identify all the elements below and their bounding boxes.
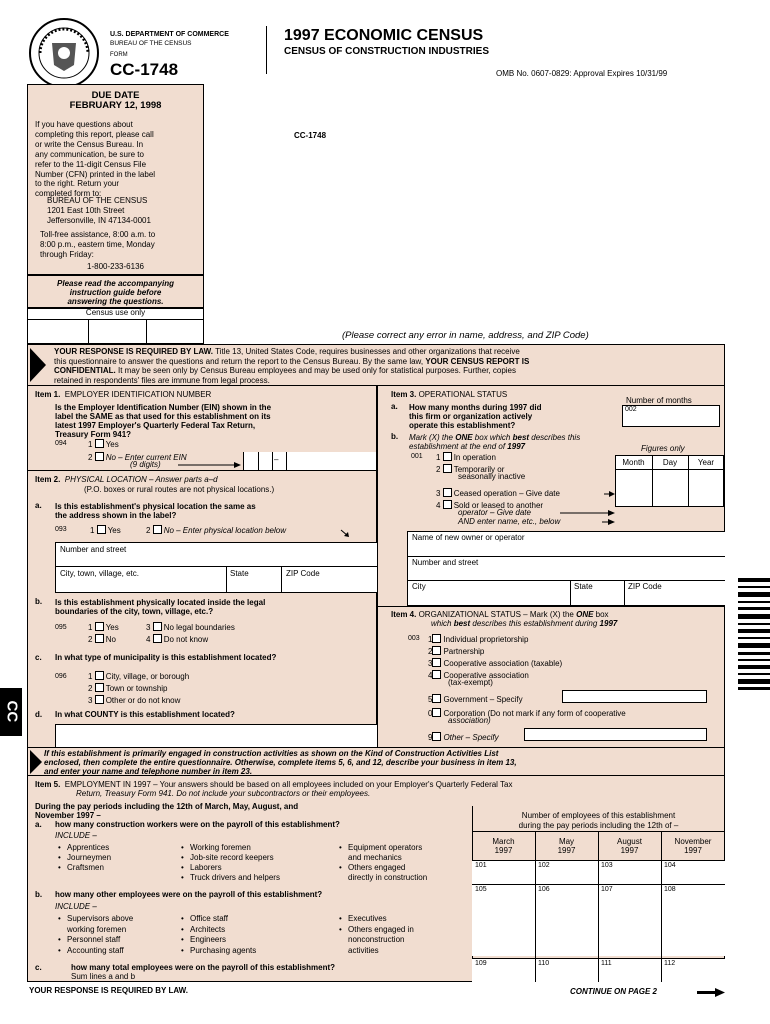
item5a-letter: a. — [35, 820, 42, 829]
col-divider-1 — [535, 831, 536, 982]
item2b-letter: b. — [35, 597, 43, 606]
item2c-letter: c. — [35, 653, 42, 662]
item4-heading: Item 4. ORGANIZATIONAL STATUS – Mark (X) the ONE box which best describes this establishment during 1997 — [391, 610, 618, 628]
item2c-city-checkbox[interactable] — [95, 671, 104, 680]
other-specify-input[interactable] — [524, 728, 707, 741]
col-divider-2 — [598, 831, 599, 982]
item2a-yes-checkbox[interactable] — [97, 525, 106, 534]
item2a-no-checkbox[interactable] — [153, 525, 162, 534]
item2b-no-checkbox[interactable] — [95, 634, 104, 643]
item3b-sold-cont2: AND enter name, etc., below — [458, 517, 561, 526]
item2a-no[interactable]: 2 No – Enter physical location below — [146, 526, 286, 535]
item1-no[interactable]: 2 No – Enter current EIN — [88, 453, 187, 462]
col-may: May 1997 — [557, 837, 576, 855]
cell-112: 112 — [664, 960, 676, 967]
org-coop-exempt-cont: (tax-exempt) — [448, 678, 493, 687]
down-arrow-icon — [340, 528, 350, 538]
ceased-checkbox[interactable] — [443, 488, 452, 497]
item1-ein-note: (9 digits) — [130, 460, 161, 469]
col-november: November 1997 — [674, 837, 712, 855]
item2b-question: Is this establishment physically located inside the legal boundaries of the city, town, village, etc.? — [55, 598, 266, 616]
sold-checkbox[interactable] — [443, 500, 452, 509]
cell-107: 107 — [601, 886, 613, 893]
barcode-icon — [738, 578, 770, 690]
form-label: FORM — [110, 52, 128, 58]
org-corporation-cont: association) — [448, 716, 491, 725]
item2a-letter: a. — [35, 501, 42, 510]
cell-108: 108 — [664, 886, 676, 893]
ein-arrow-icon — [178, 461, 242, 469]
item2b-dont-know[interactable]: 4 Do not know — [146, 635, 209, 644]
item3b-in-operation[interactable]: 1 In operation — [436, 453, 496, 462]
item5-heading: Item 5. EMPLOYMENT IN 1997 – Your answers should be based on all employees included on your Employer's Quarterly Federal Tax Return, Treasury Form 941. Do not include your subcontractors or their employees. — [35, 780, 513, 798]
org-partnership[interactable]: 2 Partnership — [428, 647, 485, 656]
table-header: Number of employees of this establishment during the pay periods including the 12th of – — [518, 811, 679, 830]
item4-code: 003 — [408, 635, 420, 642]
figures-only-label: Figures only — [641, 444, 685, 453]
item5a-list-3: • Equipment operators and mechanics • Others engaged directly in construction — [339, 843, 427, 883]
item5b-list-2: • Office staff • Architects • Engineers • Purchasing agents — [181, 914, 256, 956]
tollfree-info: Toll-free assistance, 8:00 a.m. to 8:00 p.m., eastern time, Monday through Friday: — [40, 230, 156, 259]
item5c-letter: c. — [35, 963, 42, 972]
sold-arrow-icon — [560, 510, 616, 528]
item5b-include: INCLUDE – — [55, 902, 97, 911]
item3b-question: Mark (X) the ONE box which best describes this establishment at the end of 1997 — [409, 433, 581, 451]
ein-dash: – — [274, 455, 279, 464]
census-use-rule — [27, 319, 204, 320]
item3b-sold-cont: operator – Give date — [458, 508, 531, 517]
header-divider — [266, 26, 267, 74]
form-number: CC-1748 — [110, 60, 179, 79]
item4-rule — [377, 606, 725, 607]
ein-cell-2 — [272, 452, 273, 470]
cell-103: 103 — [601, 862, 613, 869]
bureau-name: BUREAU OF THE CENSUS — [110, 40, 192, 47]
col-divider-3 — [661, 831, 662, 982]
item1-yes-checkbox[interactable] — [95, 439, 104, 448]
new-owner-label: Name of new owner or operator — [412, 533, 525, 542]
item3b-letter: b. — [391, 432, 399, 441]
cell-106: 106 — [538, 886, 550, 893]
ein-cell-3 — [286, 452, 287, 470]
date-grid-rule — [615, 469, 724, 470]
org-government[interactable]: 5 Government – Specify — [428, 695, 523, 704]
census-subtitle: CENSUS OF CONSTRUCTION INDUSTRIES — [284, 46, 490, 57]
months-code: 002 — [625, 406, 637, 413]
org-coop-taxable-checkbox[interactable] — [432, 658, 441, 667]
banner-arrow-icon — [30, 750, 42, 774]
due-date-label: DUE DATE — [91, 90, 140, 101]
item2-state-label: State — [230, 569, 249, 578]
item1-heading: Item 1. EMPLOYER IDENTIFICATION NUMBER — [35, 390, 212, 399]
item5c-question: how many total employees were on the payroll of this establishment? — [71, 963, 336, 972]
org-other-checkbox[interactable] — [432, 732, 441, 741]
item5-lead: During the pay periods including the 12th of March, May, August, and November 1997 – — [35, 802, 299, 820]
col-march: March 1997 — [492, 837, 515, 855]
item2d-letter: d. — [35, 710, 43, 719]
return-address: BUREAU OF THE CENSUS 1201 East 10th Street Jeffersonville, IN 47134-0001 — [47, 196, 151, 225]
item2-note: (P.O. boxes or rural routes are not physical locations.) — [84, 485, 275, 494]
item2a-question: Is this establishment's physical location the same as the address shown in the label? — [55, 502, 256, 520]
item3-city-field[interactable] — [407, 580, 725, 606]
item2c-other-checkbox[interactable] — [95, 695, 104, 704]
org-individual-checkbox[interactable] — [432, 634, 441, 643]
org-coop-exempt[interactable]: 4 Cooperative association — [428, 671, 529, 680]
ceased-arrow-icon — [604, 490, 615, 498]
item3-zip-label: ZIP Code — [628, 582, 662, 591]
sidebar-intro: If you have questions about completing this report, please call or write the Census Bureau. In any communication, be sure to refer to the 11-digit Census File Number (CFN) printed in the label to the right. Return your completed form to: — [35, 120, 156, 199]
year-header: Year — [697, 458, 715, 467]
continue-arrow-icon — [697, 988, 725, 997]
months-header: Number of months — [626, 396, 692, 405]
item2b-code: 095 — [55, 624, 67, 631]
dept-name: U.S. DEPARTMENT OF COMMERCE — [110, 31, 229, 38]
item3a-question: How many months during 1997 did this firm or organization actively operate this establishment? — [409, 403, 542, 430]
item2c-question: In what type of municipality is this establishment located? — [55, 653, 277, 662]
item2b-no-boundaries-checkbox[interactable] — [153, 622, 162, 631]
side-tab-label: CC — [3, 700, 21, 723]
cell-102: 102 — [538, 862, 550, 869]
item2b-no-boundaries[interactable]: 3 No legal boundaries — [146, 623, 235, 632]
item2b-yes[interactable]: 1 Yes — [88, 623, 119, 632]
cell-105: 105 — [475, 886, 487, 893]
law-notice-text: YOUR RESPONSE IS REQUIRED BY LAW. Title 13, United States Code, requires businesses and other organizations that receive this questionnaire to answer the questions and return the report to the Census Bureau. By the same law, YOUR CENSUS REPORT IS CONFIDENTIAL. It may be seen only by Census Bureau employees and may be used only for statistical purposes. Further, copies retained in respondents' files are immune from legal process. — [54, 347, 530, 385]
in-operation-checkbox[interactable] — [443, 452, 452, 461]
item5a-question: how many construction workers were on the payroll of this establishment? — [55, 820, 340, 829]
item2c-code: 096 — [55, 673, 67, 680]
col-august: August 1997 — [617, 837, 642, 855]
org-individual[interactable]: 1 Individual proprietorship — [428, 635, 529, 644]
item3-heading: Item 3. OPERATIONAL STATUS — [391, 390, 508, 399]
inactive-checkbox[interactable] — [443, 464, 452, 473]
item2-heading: Item 2. PHYSICAL LOCATION – Answer parts a–d — [35, 475, 218, 484]
item2a-yes[interactable]: 1 Yes — [90, 526, 121, 535]
cell-104: 104 — [664, 862, 676, 869]
org-coop-taxable[interactable]: 3 Cooperative association (taxable) — [428, 659, 563, 668]
item3-street-label: Number and street — [412, 558, 479, 567]
org-coop-exempt-checkbox[interactable] — [432, 670, 441, 679]
item2b-no[interactable]: 2 No — [88, 635, 116, 644]
notice-arrow-icon — [30, 348, 46, 382]
item5a-include: INCLUDE – — [55, 831, 97, 840]
item2c-town-checkbox[interactable] — [95, 683, 104, 692]
tollfree-phone: 1-800-233-6136 — [87, 262, 144, 271]
item3b-code: 001 — [411, 453, 423, 460]
org-corporation[interactable]: 0 Corporation (Do not mark if any form of cooperative — [428, 709, 626, 718]
day-header: Day — [662, 458, 678, 467]
item3a-letter: a. — [391, 402, 398, 411]
county-input[interactable] — [55, 724, 377, 747]
instruction-note: Please read the accompanying instruction guide before answering the questions. — [57, 279, 174, 306]
item2c-other[interactable]: 3 Other or do not know — [88, 696, 181, 705]
footer-continue: CONTINUE ON PAGE 2 — [570, 987, 657, 996]
census-use-divider-2 — [146, 319, 147, 344]
label-form-code: CC-1748 — [294, 131, 327, 140]
item2-state-divider — [281, 566, 282, 593]
item2c-town[interactable]: 2 Town or township — [88, 684, 168, 693]
item5b-list-1: • Supervisors above working foremen • Personnel staff • Accounting staff — [58, 914, 133, 956]
item5c-sub: Sum lines a and b — [71, 972, 136, 981]
due-date: FEBRUARY 12, 1998 — [69, 100, 162, 111]
item3b-sold[interactable]: 4 Sold or leased to another — [436, 501, 544, 510]
item5a-list-2: • Working foremen • Job-site record keepers • Laborers • Truck drivers and helpers — [181, 843, 280, 883]
item2-city-label: City, town, village, etc. — [60, 569, 139, 578]
census-seal — [28, 17, 100, 89]
org-corporation-checkbox[interactable] — [432, 708, 441, 717]
cell-109: 109 — [475, 960, 487, 967]
instruction-banner-text: If this establishment is primarily engaged in construction activities as shown on the Kind of Construction Activities List enclosed, then complete the entire questionnaire. Otherwise, complete items 5, 6, and 12, describe your business in item 13, and enter your name and telephone number in item 23. — [44, 749, 517, 776]
ein-input[interactable] — [243, 452, 376, 470]
item1-no-checkbox[interactable] — [95, 452, 104, 461]
item2-street-label: Number and street — [60, 545, 127, 554]
census-use-label: Census use only — [85, 308, 146, 317]
item1-question: Is the Employer Identification Number (EIN) shown in the label the SAME as that used for this establishment on its latest 1997 Employer's Quarterly Federal Tax Return, Treasury Form 941? — [55, 403, 272, 439]
census-title: 1997 ECONOMIC CENSUS — [284, 27, 484, 44]
item3-state-divider — [624, 580, 625, 606]
item1-code: 094 — [55, 440, 67, 447]
org-partnership-checkbox[interactable] — [432, 646, 441, 655]
item5b-question: how many other employees were on the payroll of this establishment? — [55, 890, 323, 899]
item1-yes[interactable]: 1 Yes — [88, 440, 119, 449]
item2c-city[interactable]: 1 City, village, or borough — [88, 672, 190, 681]
org-government-checkbox[interactable] — [432, 694, 441, 703]
item3b-ceased[interactable]: 3 Ceased operation – Give date — [436, 489, 560, 498]
item2-zip-label: ZIP Code — [286, 569, 320, 578]
census-use-divider-1 — [88, 319, 89, 344]
month-header: Month — [622, 458, 645, 467]
government-specify-input[interactable] — [562, 690, 707, 703]
footer-law: YOUR RESPONSE IS REQUIRED BY LAW. — [29, 986, 188, 995]
item2b-yes-checkbox[interactable] — [95, 622, 104, 631]
cell-110: 110 — [538, 960, 550, 967]
omb-number: OMB No. 0607-0829: Approval Expires 10/31/99 — [496, 69, 668, 78]
item5b-letter: b. — [35, 890, 43, 899]
item3-city-label: City — [412, 582, 426, 591]
correction-note: (Please correct any error in name, address, and ZIP Code) — [342, 330, 589, 341]
item3-state-label: State — [574, 582, 593, 591]
item3b-inactive[interactable]: 2 Temporarily or — [436, 465, 505, 474]
org-other[interactable]: 9 Other – Specify — [428, 733, 499, 742]
ein-cell-1 — [258, 452, 259, 470]
item2b-dont-know-checkbox[interactable] — [153, 634, 162, 643]
item3-city-divider — [570, 580, 571, 606]
cell-111: 111 — [601, 960, 612, 967]
item2d-question: In what COUNTY is this establishment located? — [55, 710, 235, 719]
item3b-inactive-cont: seasonally inactive — [458, 472, 526, 481]
cell-101: 101 — [475, 862, 487, 869]
item5a-list-1: • Apprentices • Journeymen • Craftsmen — [58, 843, 111, 873]
item5b-list-3: • Executives • Others engaged in nonconstruction activities — [339, 914, 414, 956]
item2-city-divider — [226, 566, 227, 593]
item2a-code: 093 — [55, 526, 67, 533]
